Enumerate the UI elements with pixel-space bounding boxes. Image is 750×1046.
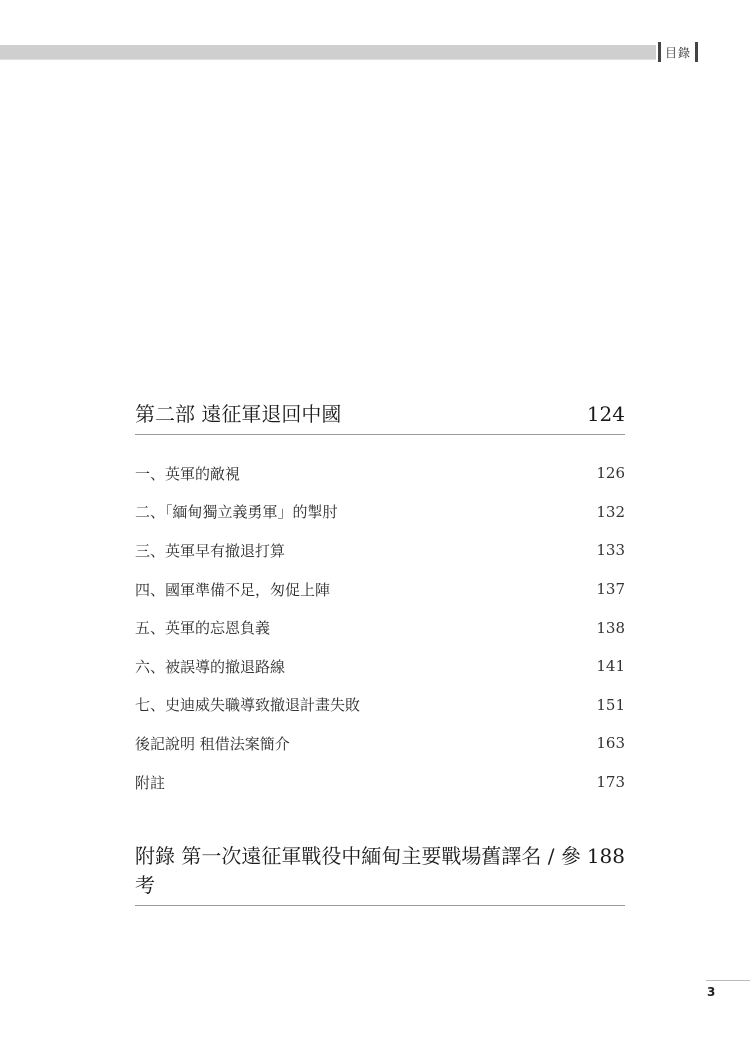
- appendix-heading: [135, 840, 625, 906]
- toc-item-label: 四、國軍準備不足，匆促上陣: [135, 580, 331, 599]
- toc-item[interactable]: [135, 570, 625, 609]
- toc-item-page: 132: [596, 502, 625, 521]
- toc-item-label: 附註: [135, 773, 166, 792]
- toc-item-page: 126: [596, 464, 625, 483]
- toc-item-label: 七、史迪威失職導致撤退計畫失敗: [135, 696, 361, 715]
- toc-item[interactable]: [135, 763, 625, 802]
- page-number: 3: [707, 985, 716, 999]
- header-rule: [0, 59, 656, 60]
- tab-bar-right: [695, 42, 698, 62]
- toc-item-label: 二、「緬甸獨立義勇軍」的掣肘: [135, 503, 338, 522]
- part-two-page: 124: [586, 402, 625, 426]
- tab-bar-left: [658, 42, 661, 62]
- toc-item-label: 三、英軍早有撤退打算: [135, 541, 286, 560]
- toc-item-label: 六、被誤導的撤退路線: [135, 657, 286, 676]
- toc-item[interactable]: [135, 724, 625, 763]
- toc-item-page: 138: [596, 618, 625, 637]
- toc-item[interactable]: [135, 608, 625, 647]
- toc-item-page: 151: [596, 695, 625, 714]
- toc-item-label: 後記說明 租借法案簡介: [135, 734, 290, 753]
- header-band: [0, 45, 656, 59]
- part-two-heading: [135, 398, 625, 435]
- header-tab: [658, 42, 698, 62]
- toc-item[interactable]: [135, 454, 625, 493]
- part-two-title: 第二部 遠征軍退回中國: [135, 402, 342, 426]
- toc-item-page: 137: [596, 580, 625, 599]
- footer-rule: [706, 980, 750, 981]
- toc-item[interactable]: [135, 647, 625, 686]
- appendix-page: 188: [586, 844, 625, 868]
- toc-item-page: 163: [596, 734, 625, 753]
- toc-list: [135, 454, 625, 801]
- appendix-title: 附錄 第一次遠征軍戰役中緬甸主要戰場舊譯名 / 參考: [135, 844, 581, 897]
- toc-item[interactable]: [135, 531, 625, 570]
- toc-item[interactable]: [135, 493, 625, 532]
- toc-item-label: 一、英軍的敵視: [135, 464, 241, 483]
- toc-item-label: 五、英軍的忘恩負義: [135, 619, 271, 638]
- toc-item[interactable]: [135, 686, 625, 725]
- toc-item-page: 141: [596, 657, 625, 676]
- toc-item-page: 173: [596, 773, 625, 792]
- header-label: 目錄: [665, 45, 692, 60]
- toc-item-page: 133: [596, 541, 625, 560]
